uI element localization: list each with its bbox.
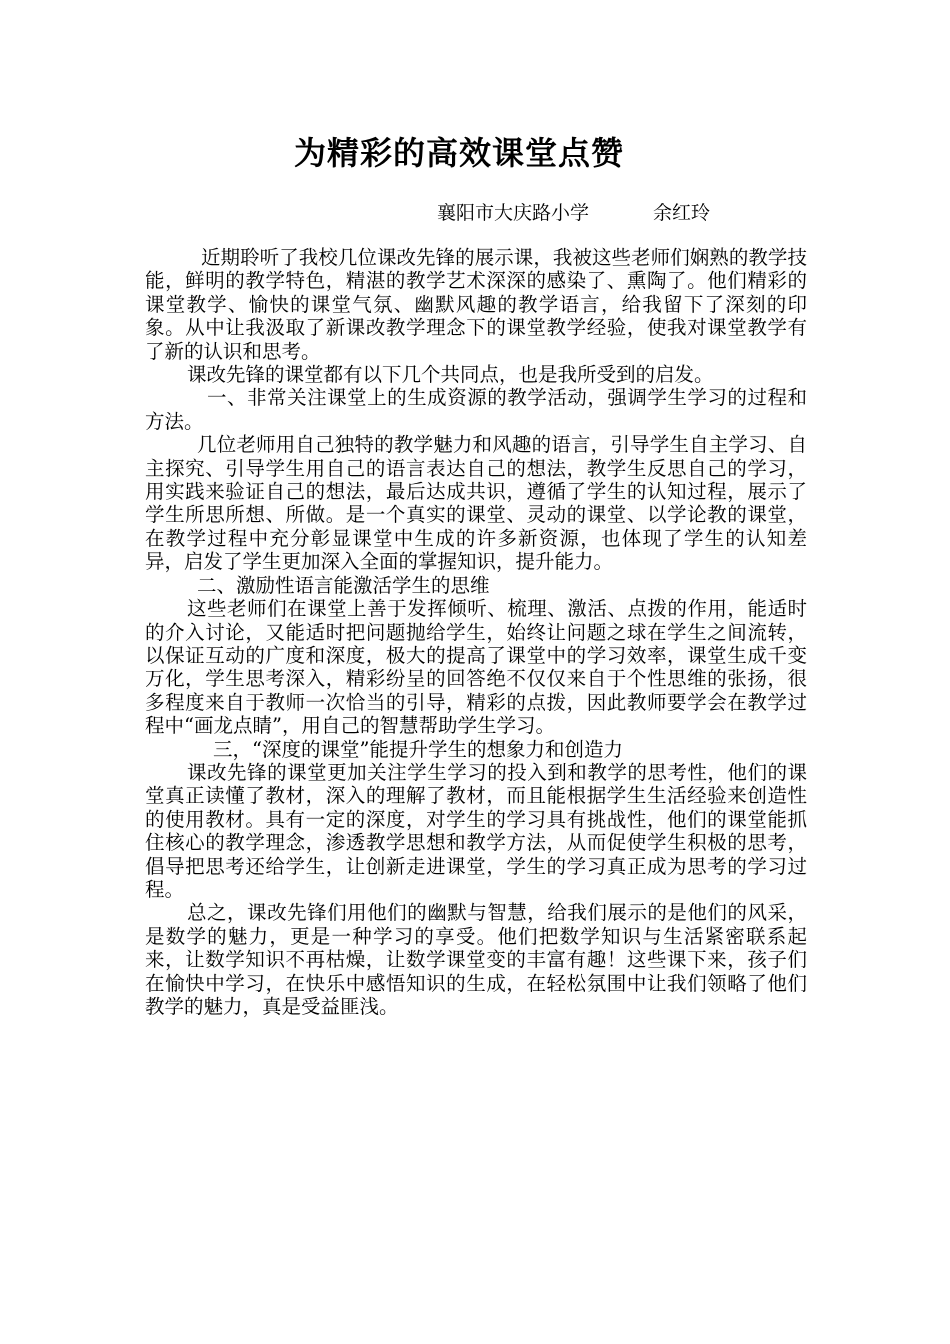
page-title: 为精彩的高效课堂点赞 [293,134,624,172]
article-body [145,246,807,1018]
paragraph-section-3: 课改先锋的课堂更加关注学生学习的投入到和教学的思考性，他们的课堂真正读懂了教材，深入的理解了教材，而且能根据学生生活经验来创造性的使用教材。具有一定的深度，对学生的学习具有挑战性，他们的课堂能抓住核心的教学理念，渗透教学思想和教学方法，从而促使学生积极的思考，倡导把思考还给学生，让创新走进课堂，学生的学习真正成为思考的学习过程。 [145,760,807,901]
paragraph-section-2: 这些老师们在课堂上善于发挥倾听、梳理、激活、点拨的作用，能适时的介入讨论，又能适时把问题抛给学生，始终让问题之球在学生之间流转，以保证互动的广度和深度，极大的提高了课堂中的学习效率，课堂生成千变万化，学生思考深入，精彩纷呈的回答绝不仅仅来自于个性思维的张扬，很多程度来自于教师一次恰当的引导，精彩的点拨，因此教师要学会在教学过程中“画龙点睛”，用自己的智慧帮助学生学习。 [145,597,807,738]
paragraph-section-1: 几位老师用自己独特的教学魅力和风趣的语言，引导学生自主学习、自主探究、引导学生用自己的语言表达自己的想法，教学生反思自己的学习，用实践来验证自己的想法，最后达成共识，遵循了学生的认知过程，展示了学生所思所想、所做。是一个真实的课堂、灵动的课堂、以学论教的课堂，在教学过程中充分彰显课堂中生成的许多新资源，也体现了学生的认知差异，启发了学生更加深入全面的掌握知识，提升能力。 [145,433,807,574]
paragraph-conclusion: 总之，课改先锋们用他们的幽默与智慧，给我们展示的是他们的风采，是数学的魅力，更是一种学习的享受。他们把数学知识与生活紧密联系起来，让数学知识不再枯燥，让数学课堂变的丰富有趣！这些课下来，孩子们在愉快中学习，在快乐中感悟知识的生成，在轻松氛围中让我们领略了他们教学的魅力，真是受益匪浅。 [145,901,807,1018]
section-heading-2: 二、激励性语言能激活学生的思维 [197,573,490,597]
paragraph-summary-points: 课改先锋的课堂都有以下几个共同点，也是我所受到的启发。 [187,363,714,387]
school-name: 襄阳市大庆路小学 [437,202,590,224]
section-heading-3: 三，“深度的课堂”能提升学生的想象力和创造力 [213,737,623,761]
author-name: 余红玲 [653,202,711,224]
section-heading-1: 一、非常关注课堂上的生成资源的教学活动，强调学生学习的过程和方法。 [145,386,807,433]
paragraph-intro: 近期聆听了我校几位课改先锋的展示课，我被这些老师们娴熟的教学技能，鲜明的教学特色，精湛的教学艺术深深的感染了、熏陶了。他们精彩的课堂教学、愉快的课堂气氛、幽默风趣的教学语言，给我留下了深刻的印象。从中让我汲取了新课改教学理念下的课堂教学经验，使我对课堂教学有了新的认识和思考。 [145,246,807,363]
byline [437,198,710,225]
